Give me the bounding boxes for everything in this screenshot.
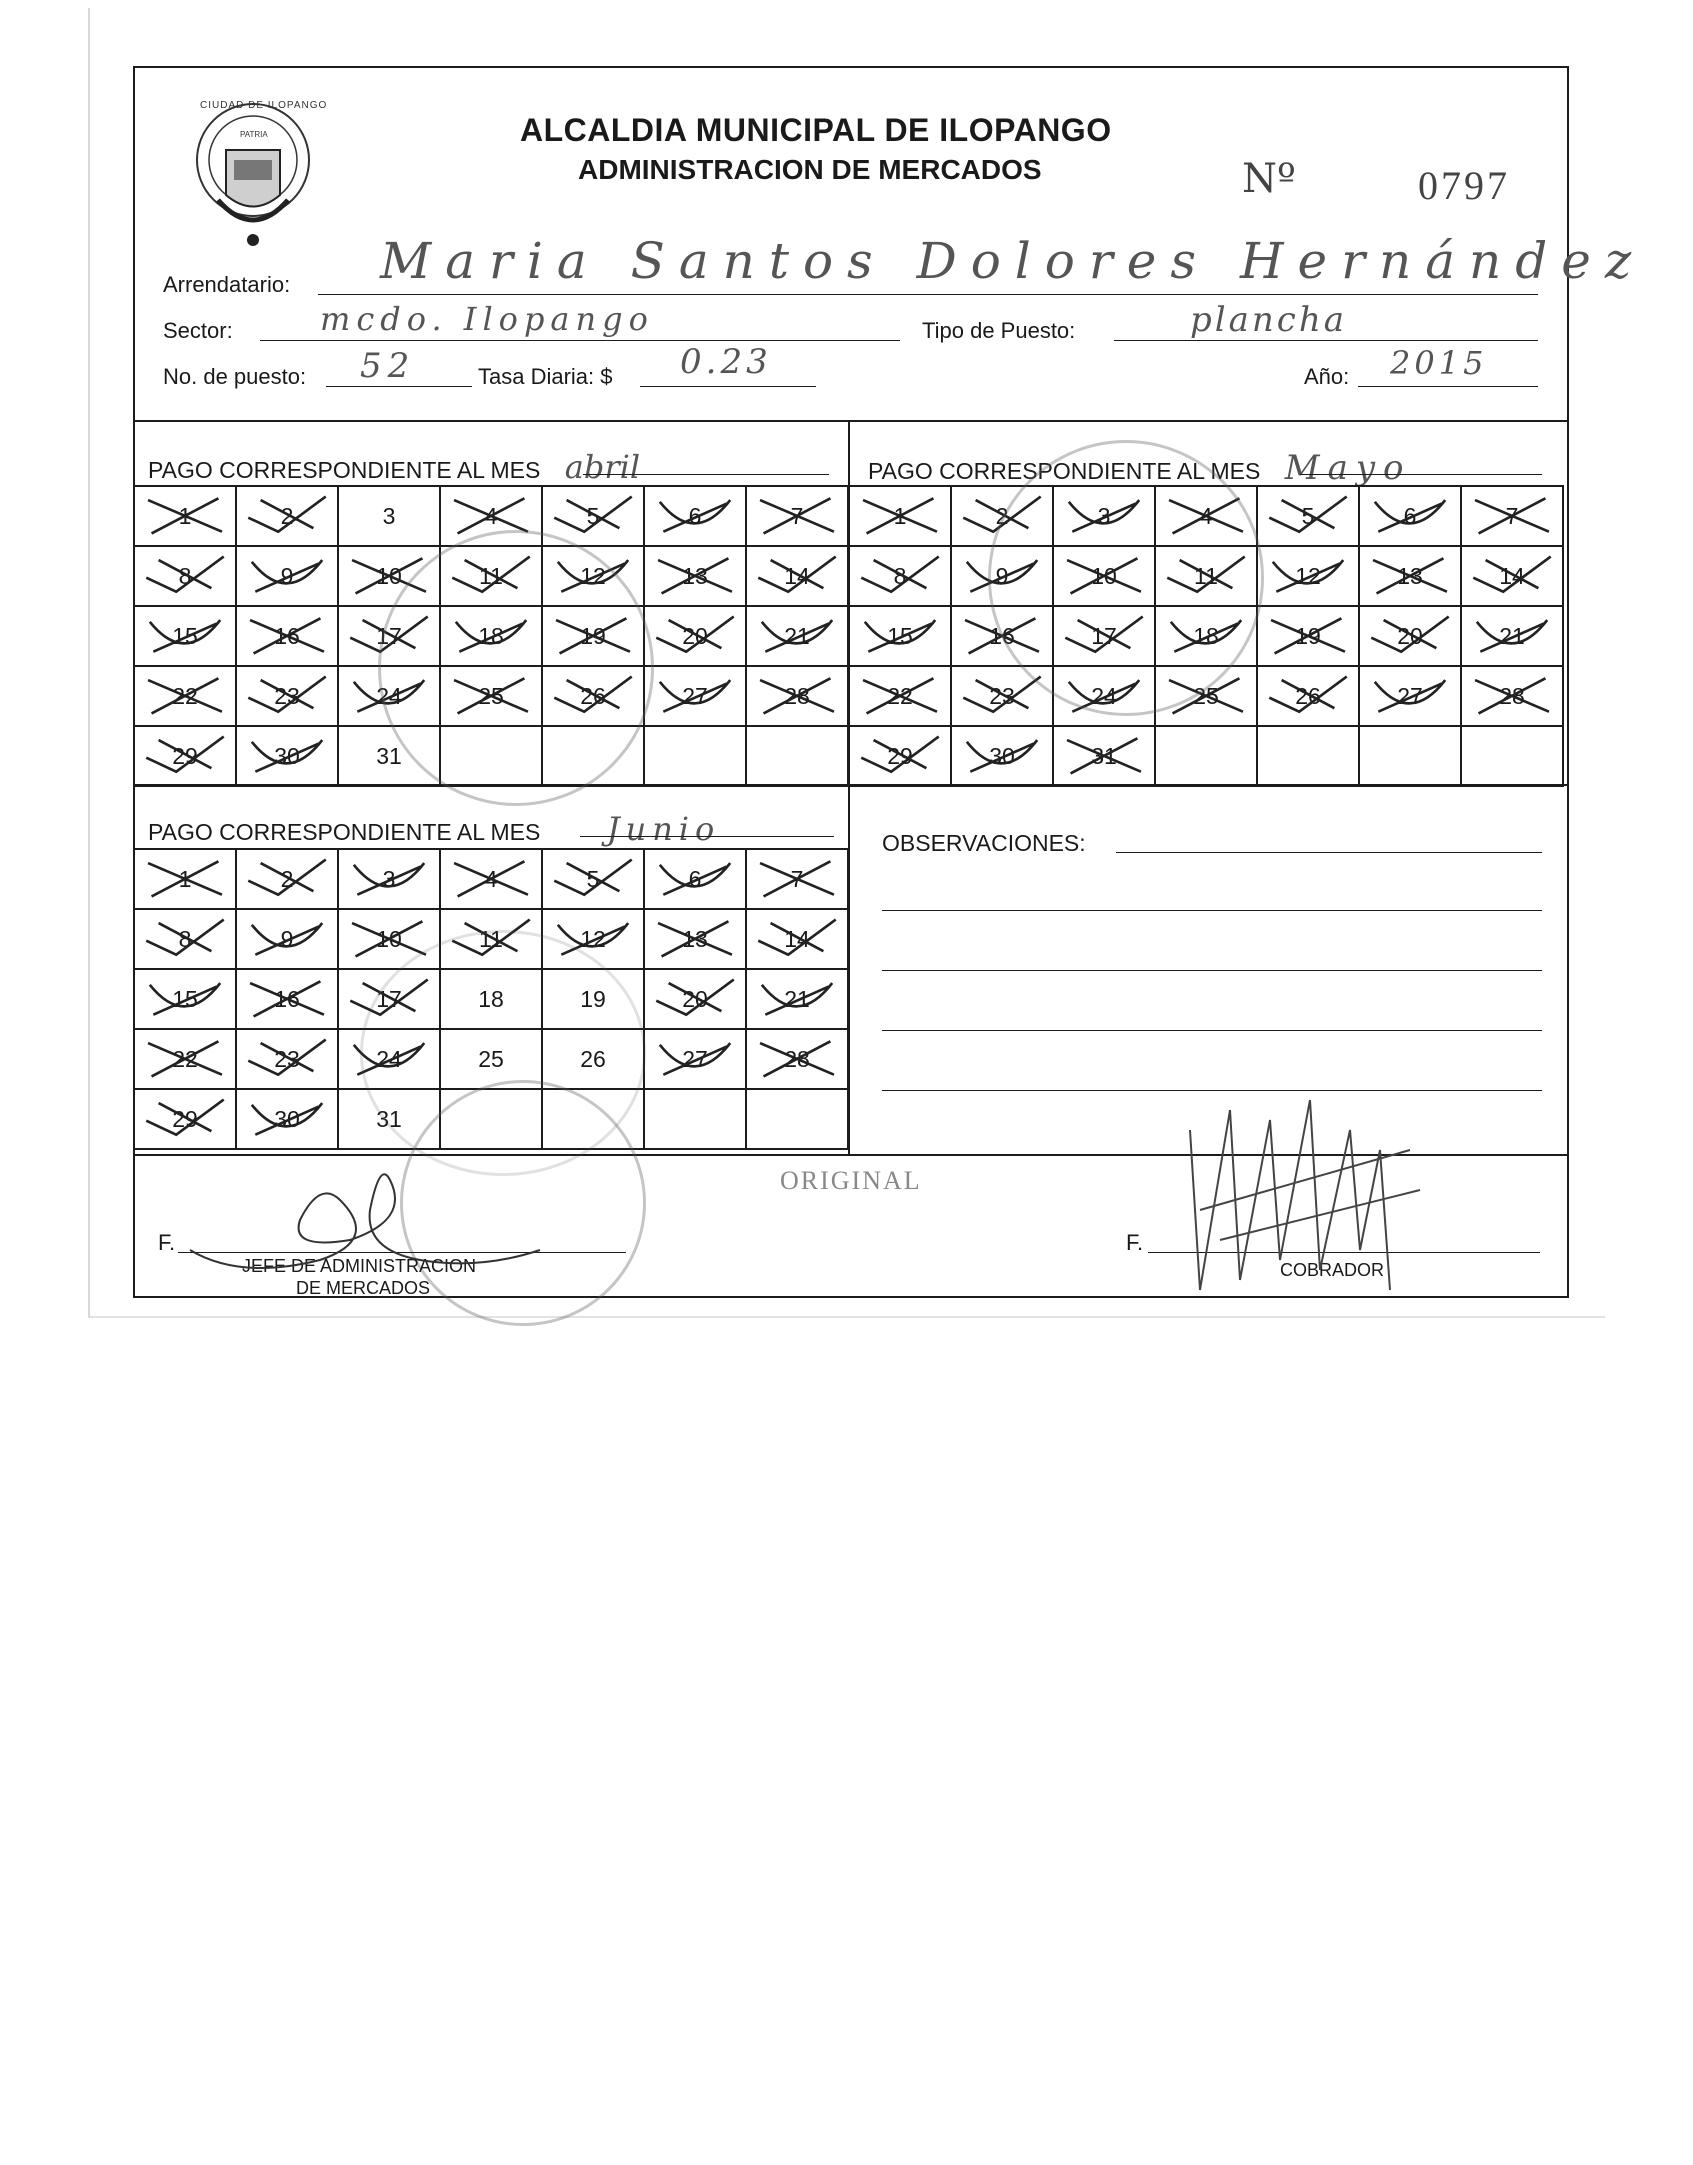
day-number: 14 <box>784 925 810 952</box>
day-number: 21 <box>784 985 810 1012</box>
day-number: 5 <box>586 502 600 529</box>
day-number: 27 <box>1397 682 1423 709</box>
tasa-label: Tasa Diaria: $ <box>478 364 613 389</box>
day-cell <box>236 909 338 969</box>
day-number: 23 <box>989 682 1015 709</box>
day-number: 29 <box>172 1105 198 1132</box>
observaciones-line-1 <box>882 910 1542 911</box>
day-cell <box>1461 606 1563 666</box>
day-number: 28 <box>1499 682 1525 709</box>
day-number: 24 <box>1091 682 1117 709</box>
sector-value: mcdo. Ilopango <box>320 300 654 338</box>
day-number: 24 <box>376 1045 402 1072</box>
day-cell <box>849 606 951 666</box>
day-number: 11 <box>1194 562 1218 589</box>
section-june-month: Junio <box>606 810 721 848</box>
day-cell <box>644 606 746 666</box>
section-may-label-text: PAGO CORRESPONDIENTE AL MES <box>868 458 1261 484</box>
day-number: 20 <box>1397 622 1423 649</box>
day-cell <box>746 969 848 1029</box>
day-number: 9 <box>280 925 294 952</box>
signature-cobrador <box>1180 1090 1440 1300</box>
day-cell <box>746 486 848 546</box>
signature-right-f: F. <box>1126 1230 1144 1255</box>
day-number: 7 <box>1505 502 1519 529</box>
day-number: 19 <box>580 622 606 649</box>
tasa-line <box>640 386 816 387</box>
section-april-line <box>583 474 829 475</box>
day-cell <box>338 486 440 546</box>
day-number: 24 <box>376 682 402 709</box>
day-cell <box>440 849 542 909</box>
day-number: 3 <box>1097 502 1111 529</box>
day-cell <box>746 849 848 909</box>
day-cell <box>1359 606 1461 666</box>
day-number: 6 <box>688 865 702 892</box>
day-cell <box>1257 606 1359 666</box>
day-number: 9 <box>995 562 1009 589</box>
may-stamp <box>988 440 1264 716</box>
day-cell <box>1257 726 1359 786</box>
day-cell <box>644 1029 746 1089</box>
day-cell <box>849 546 951 606</box>
day-cell <box>849 666 951 726</box>
day-number: 30 <box>274 1105 300 1132</box>
day-cell <box>134 486 236 546</box>
arrendatario-label: Arrendatario: <box>163 272 291 297</box>
day-cell <box>746 666 848 726</box>
day-number: 31 <box>376 742 402 769</box>
day-cell <box>644 486 746 546</box>
day-cell <box>746 1089 848 1149</box>
day-cell <box>1461 726 1563 786</box>
day-cell <box>1053 726 1155 786</box>
day-number: 12 <box>1295 562 1321 589</box>
day-number: 11 <box>479 562 503 589</box>
arrendatario-value: Maria Santos Dolores Hernández <box>380 232 1646 290</box>
day-cell <box>1257 666 1359 726</box>
day-cell <box>644 1089 746 1149</box>
calendar-row <box>134 849 848 909</box>
day-number: 3 <box>382 502 396 529</box>
day-cell <box>236 849 338 909</box>
tasa-value: 0.23 <box>680 342 772 382</box>
day-cell <box>1461 486 1563 546</box>
day-number: 3 <box>382 865 396 892</box>
anio-label: Año: <box>1304 364 1350 389</box>
day-cell <box>746 546 848 606</box>
day-number: 19 <box>580 985 606 1012</box>
day-number: 29 <box>172 742 198 769</box>
day-cell <box>134 606 236 666</box>
day-cell <box>236 546 338 606</box>
day-cell <box>236 1029 338 1089</box>
document-title: ALCALDIA MUNICIPAL DE ILOPANGO <box>520 112 1112 148</box>
day-cell <box>1461 546 1563 606</box>
day-number: 19 <box>1295 622 1321 649</box>
day-number: 31 <box>1091 742 1117 769</box>
day-number: 17 <box>1091 622 1117 649</box>
day-number: 23 <box>274 1045 300 1072</box>
day-cell <box>236 666 338 726</box>
logo-motto: PATRIA <box>240 130 268 139</box>
day-cell <box>849 486 951 546</box>
day-cell <box>134 969 236 1029</box>
day-number: 20 <box>682 622 708 649</box>
day-cell <box>746 606 848 666</box>
day-number: 27 <box>682 1045 708 1072</box>
day-number: 8 <box>893 562 907 589</box>
day-cell <box>134 849 236 909</box>
day-cell <box>1155 726 1257 786</box>
day-cell <box>134 726 236 786</box>
section-june-line <box>580 836 834 837</box>
day-cell <box>338 849 440 909</box>
day-number: 18 <box>478 985 504 1012</box>
section-april-month: abril <box>564 448 641 486</box>
puesto-label: No. de puesto: <box>163 364 307 389</box>
day-number: 4 <box>484 865 498 892</box>
original-label: ORIGINAL <box>780 1166 922 1195</box>
day-number: 15 <box>887 622 913 649</box>
day-number: 7 <box>790 865 804 892</box>
day-number: 2 <box>280 865 294 892</box>
day-number: 16 <box>274 985 300 1012</box>
section-may-line <box>1300 474 1542 475</box>
day-number: 2 <box>280 502 294 529</box>
logo-text: CIUDAD DE ILOPANGO <box>200 100 328 111</box>
day-number: 13 <box>682 925 708 952</box>
day-number: 28 <box>784 1045 810 1072</box>
day-number: 4 <box>1199 502 1213 529</box>
day-number: 15 <box>172 985 198 1012</box>
day-number: 6 <box>688 502 702 529</box>
day-number: 7 <box>790 502 804 529</box>
jefe-label-1: JEFE DE ADMINISTRACION <box>242 1256 477 1276</box>
day-number: 6 <box>1403 502 1417 529</box>
day-cell <box>644 849 746 909</box>
day-number: 13 <box>1397 562 1423 589</box>
anio-value: 2015 <box>1390 344 1488 382</box>
day-number: 2 <box>995 502 1009 529</box>
anio-line <box>1358 386 1538 387</box>
day-number: 29 <box>887 742 913 769</box>
day-cell <box>644 909 746 969</box>
day-number: 17 <box>376 985 402 1012</box>
municipal-shield-logo <box>188 100 318 250</box>
day-number: 10 <box>376 925 402 952</box>
day-number: 25 <box>478 682 504 709</box>
day-number: 5 <box>586 865 600 892</box>
day-cell <box>134 909 236 969</box>
day-number: 31 <box>376 1105 402 1132</box>
day-cell <box>134 666 236 726</box>
day-number: 4 <box>484 502 498 529</box>
jefe-label-2: DE MERCADOS <box>296 1278 431 1298</box>
day-cell <box>1257 546 1359 606</box>
arrendatario-line <box>318 294 1538 295</box>
day-number: 1 <box>893 502 907 529</box>
signature-jefe <box>180 1140 580 1290</box>
day-number: 18 <box>1193 622 1219 649</box>
day-number: 27 <box>682 682 708 709</box>
day-number: 1 <box>178 502 192 529</box>
day-number: 22 <box>172 1045 198 1072</box>
calendar-row <box>849 726 1563 786</box>
section-may-month: Mayo <box>1284 448 1412 488</box>
day-number: 5 <box>1301 502 1315 529</box>
day-number: 14 <box>1499 562 1525 589</box>
day-number: 10 <box>1091 562 1117 589</box>
day-number: 23 <box>274 682 300 709</box>
cobrador-label: COBRADOR <box>1280 1260 1385 1280</box>
day-cell <box>746 726 848 786</box>
day-number: 26 <box>580 1045 606 1072</box>
document-subtitle: ADMINISTRACION DE MERCADOS <box>578 154 1042 185</box>
cancelado-stamp <box>378 530 654 806</box>
signature-left-f: F. <box>158 1230 176 1255</box>
day-cell <box>1257 486 1359 546</box>
day-cell <box>542 849 644 909</box>
tipo-puesto-value: plancha <box>1190 300 1348 340</box>
day-cell <box>644 546 746 606</box>
day-number: 20 <box>682 985 708 1012</box>
section-april-label <box>148 448 640 486</box>
number-label: Nº <box>1242 156 1296 202</box>
day-number: 17 <box>376 622 402 649</box>
day-cell <box>236 606 338 666</box>
puesto-line <box>326 386 472 387</box>
day-cell <box>236 969 338 1029</box>
day-number: 8 <box>178 925 192 952</box>
puesto-value: 52 <box>360 346 416 386</box>
day-cell <box>1359 666 1461 726</box>
day-number: 16 <box>989 622 1015 649</box>
observaciones-line-2 <box>882 970 1542 971</box>
tipo-puesto-line <box>1114 340 1538 341</box>
day-number: 25 <box>1193 682 1219 709</box>
day-cell <box>236 726 338 786</box>
sector-label: Sector: <box>163 318 233 343</box>
day-number: 28 <box>784 682 810 709</box>
day-number: 12 <box>580 925 606 952</box>
section-june-label <box>148 810 720 848</box>
section-april-label-text: PAGO CORRESPONDIENTE AL MES <box>148 457 541 483</box>
day-number: 26 <box>580 682 606 709</box>
day-number: 10 <box>376 562 402 589</box>
day-cell <box>134 1029 236 1089</box>
observaciones-label: OBSERVACIONES: <box>882 830 1086 856</box>
day-number: 26 <box>1295 682 1321 709</box>
day-number: 12 <box>580 562 606 589</box>
day-cell <box>1359 486 1461 546</box>
day-number: 21 <box>1499 622 1525 649</box>
day-number: 9 <box>280 562 294 589</box>
day-number: 15 <box>172 622 198 649</box>
day-number: 11 <box>479 925 503 952</box>
day-cell <box>1359 546 1461 606</box>
day-number: 21 <box>784 622 810 649</box>
day-cell <box>1359 726 1461 786</box>
day-number: 30 <box>274 742 300 769</box>
section-june-label-text: PAGO CORRESPONDIENTE AL MES <box>148 819 541 845</box>
day-cell <box>849 726 951 786</box>
day-cell <box>644 666 746 726</box>
day-number: 30 <box>989 742 1015 769</box>
day-cell <box>1461 666 1563 726</box>
day-cell <box>951 726 1053 786</box>
document-number: 0797 <box>1418 163 1510 208</box>
observaciones-line-0 <box>1116 852 1542 853</box>
day-cell <box>644 969 746 1029</box>
day-cell <box>236 486 338 546</box>
day-cell <box>746 909 848 969</box>
day-number: 8 <box>178 562 192 589</box>
sector-line <box>260 340 900 341</box>
day-number: 1 <box>178 865 192 892</box>
observaciones-line-3 <box>882 1030 1542 1031</box>
tipo-puesto-label: Tipo de Puesto: <box>922 318 1076 343</box>
day-number: 14 <box>784 562 810 589</box>
day-cell <box>644 726 746 786</box>
day-number: 16 <box>274 622 300 649</box>
header-divider <box>133 420 1569 422</box>
day-cell <box>134 546 236 606</box>
day-number: 22 <box>172 682 198 709</box>
day-number: 18 <box>478 622 504 649</box>
day-number: 25 <box>478 1045 504 1072</box>
day-number: 22 <box>887 682 913 709</box>
day-cell <box>746 1029 848 1089</box>
day-number: 13 <box>682 562 708 589</box>
